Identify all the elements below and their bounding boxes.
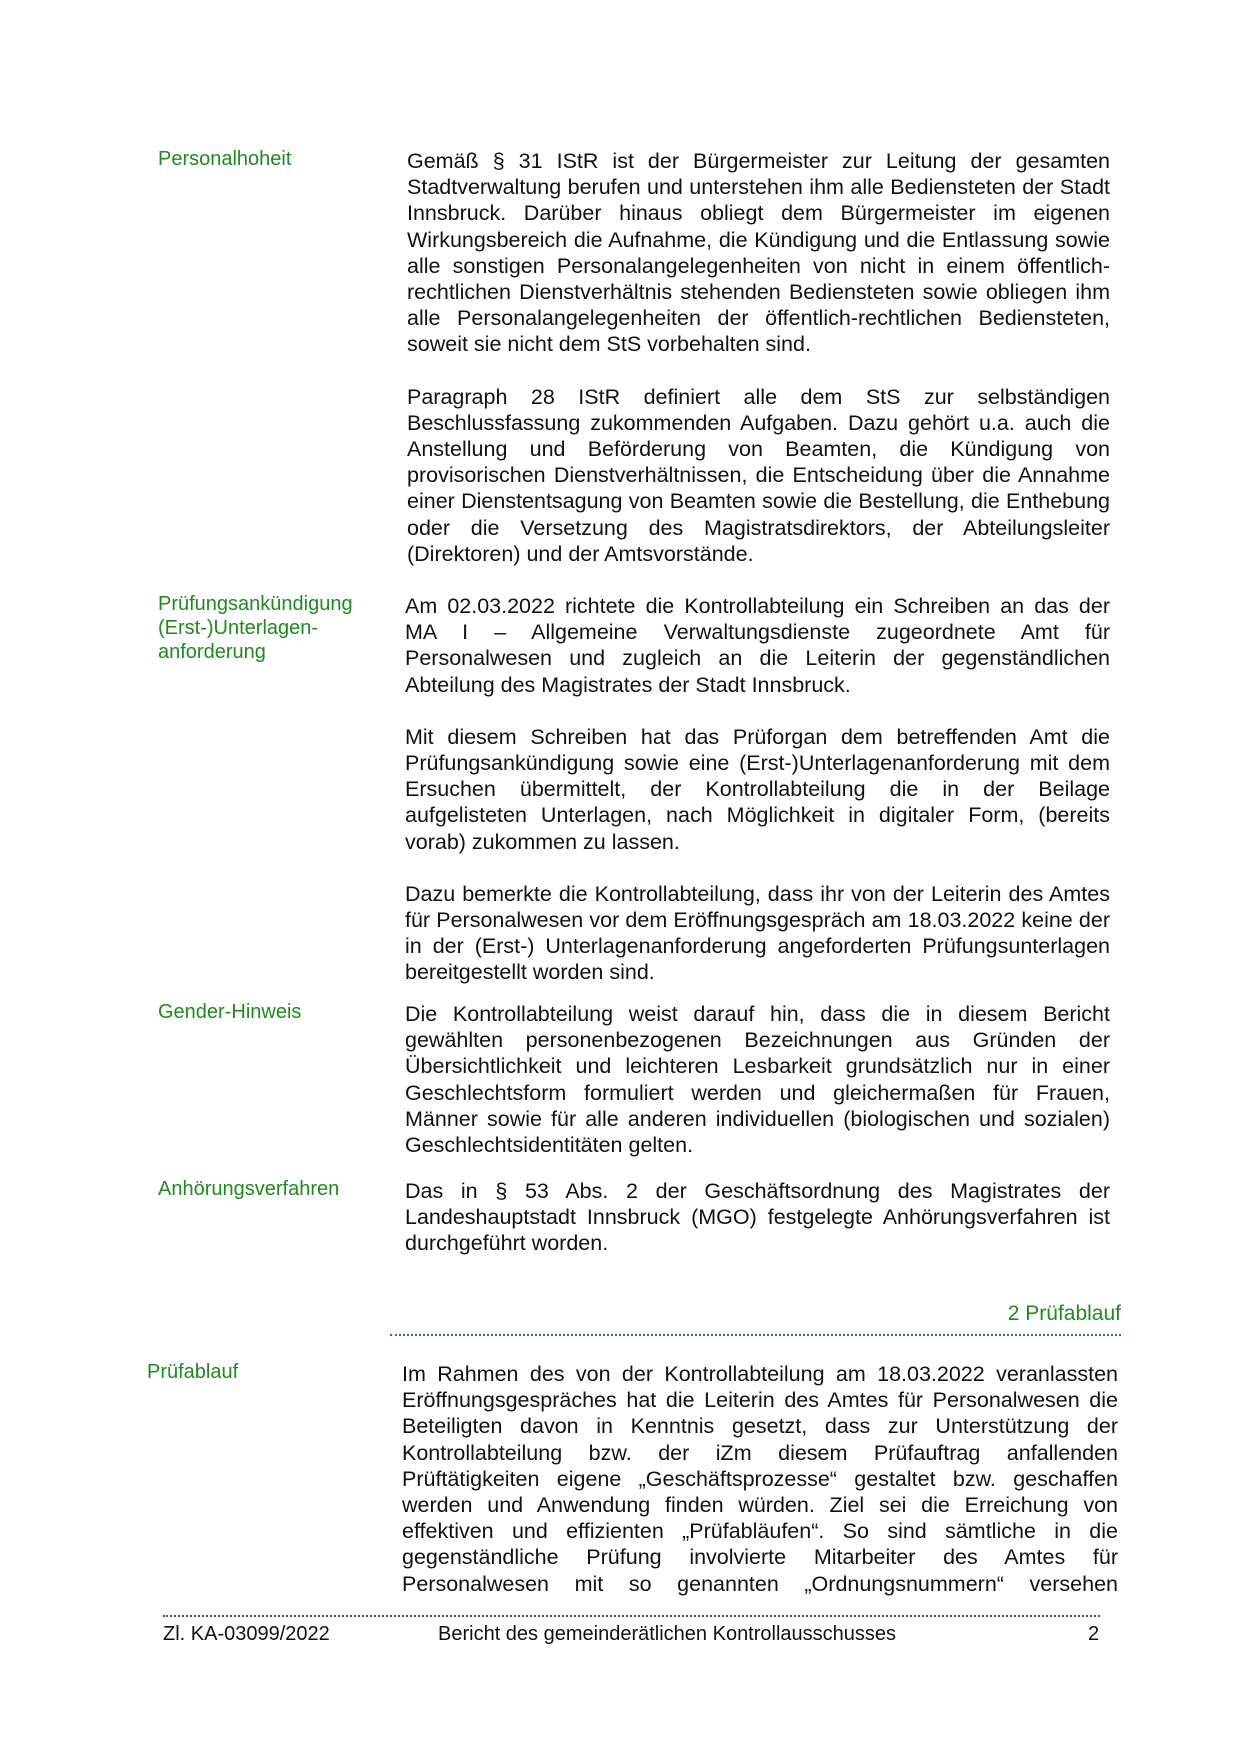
sidebar-label-line: Personalhoheit bbox=[158, 148, 292, 170]
sidebar-label-line: Prüfungsankündigung bbox=[158, 593, 353, 615]
paragraph: Das in § 53 Abs. 2 der Geschäftsordnung des Magistrates der Landeshauptstadt Innsbruck (MGO) festgelegte Anhörungsverfahren ist durchgeführt worden. bbox=[405, 1179, 1110, 1256]
sidebar-label-line: Prüfablauf bbox=[147, 1361, 239, 1383]
footer-page-number: 2 bbox=[1088, 1623, 1100, 1645]
section-body-pruefablauf bbox=[402, 1361, 1118, 1597]
section-body-anhoerungsverfahren bbox=[405, 1178, 1110, 1257]
paragraph: Gemäß § 31 IStR ist der Bürgermeister zur Leitung der gesamten Stadtverwaltung berufen und unterstehen ihm alle Bediensteten der Stadt Innsbruck. Darüber hinaus obliegt dem Bürgermeister im eigenen Wirkungsbereich die Aufnahme, die Kündigung und die Entlassung sowie alle sonstigen Personalangelegenheiten von nicht in einem öffentlich-rechtlichen Dienstverhältnis stehenden Bediensteten sowie obliegen ihm alle Personalangelegenheiten der öffentlich-rechtlichen Bediensteten, soweit sie nicht dem StS vorbehalten sind. bbox=[407, 149, 1110, 357]
sidebar-label-line: anforderung bbox=[158, 641, 266, 663]
paragraph: Die Kontrollabteilung weist darauf hin, dass die in diesem Bericht gewählten personenbezogenen Bezeichnungen aus Gründen der Übersichtlichkeit und leichteren Lesbarkeit grundsätzlich nur in einer Geschlechtsform formuliert werden und gleichermaßen für Frauen, Männer sowie für alle anderen individuellen (biologischen und sozialen) Geschlechtsidentitäten gelten. bbox=[405, 1002, 1110, 1158]
sidebar-label-anhoerungsverfahren bbox=[158, 1177, 339, 1201]
sidebar-label-gender-hinweis bbox=[158, 1000, 301, 1024]
sidebar-label-pruefungsankuendigung bbox=[158, 592, 353, 664]
paragraph: Mit diesem Schreiben hat das Prüforgan dem betreffenden Amt die Prüfungsankündigung sowie eine (Erst-)Unterlagenanforderung mit dem Ersuchen übermittelt, der Kontrollabteilung die in der Beilage aufgelisteten Unterlagen, nach Möglichkeit in digitaler Form, (bereits vorab) zukommen zu lassen. bbox=[405, 724, 1110, 854]
chapter-divider bbox=[390, 1334, 1121, 1336]
sidebar-label-personalhoheit bbox=[158, 147, 291, 171]
paragraph: Dazu bemerkte die Kontrollabteilung, dass ihr von der Leiterin des Amtes für Personalwesen vor dem Eröffnungsgespräch am 18.03.2022 keine der in der (Erst-) Unterlagenanforderung angeforderten Prüfungsunterlagen bereitgestellt worden sind. bbox=[405, 881, 1110, 985]
paragraph: Paragraph 28 IStR definiert alle dem StS zur selbständigen Beschlussfassung zukommenden Aufgaben. Dazu gehört u.a. auch die Anstellung und Beförderung von Beamten, die Kündigung von provisorischen Dienstverhältnissen, die Entscheidung über die Annahme einer Dienstentsagung von Beamten sowie die Bestellung, die Enthebung oder die Versetzung des Magistratsdirektors, der Abteilungsleiter (Direktoren) und der Amtsvorstände. bbox=[407, 384, 1110, 566]
paragraph: Am 02.03.2022 richtete die Kontrollabteilung ein Schreiben an das der MA I – Allgemeine Verwaltungsdienste zugeordnete Amt für Personalwesen und zugleich an die Leiterin der gegenständlichen Abteilung des Magistrates der Stadt Innsbruck. bbox=[405, 594, 1110, 697]
section-body-gender-hinweis bbox=[405, 1001, 1110, 1158]
section-body-pruefungsankuendigung bbox=[405, 593, 1110, 986]
paragraph: Im Rahmen des von der Kontrollabteilung am 18.03.2022 veranlassten Eröffnungsgespräches hat die Leiterin des Amtes für Personalwesen die Beteiligten davon in Kenntnis gesetzt, dass zur Unterstützung der Kontrollabteilung bzw. der iZm diesem Prüfauftrag anfallenden Prüftätigkeiten eigene „Geschäftsprozesse“ gestaltet bzw. geschaffen werden und Anwendung finden würden. Ziel sei die Erreichung von effektiven und effizienten „Prüfabläufen“. So sind sämtliche in die gegenständliche Prüfung involvierte Mitarbeiter des Amtes für Personalwesen mit so genannten „Ordnungsnummern“ versehen bbox=[402, 1362, 1118, 1596]
sidebar-label-line: Anhörungsverfahren bbox=[158, 1178, 340, 1200]
footer-file-number: Zl. KA-03099/2022 bbox=[163, 1623, 330, 1645]
sidebar-label-line: (Erst-)Unterlagen- bbox=[158, 617, 319, 639]
footer-divider bbox=[163, 1615, 1100, 1617]
sidebar-label-line: Gender-Hinweis bbox=[158, 1001, 302, 1023]
section-body-personalhoheit bbox=[407, 148, 1110, 567]
footer-report-title: Bericht des gemeinderätlichen Kontrollausschusses bbox=[438, 1623, 897, 1645]
chapter-heading: 2 Prüfablauf bbox=[1007, 1302, 1121, 1325]
sidebar-label-pruefablauf bbox=[147, 1360, 238, 1384]
